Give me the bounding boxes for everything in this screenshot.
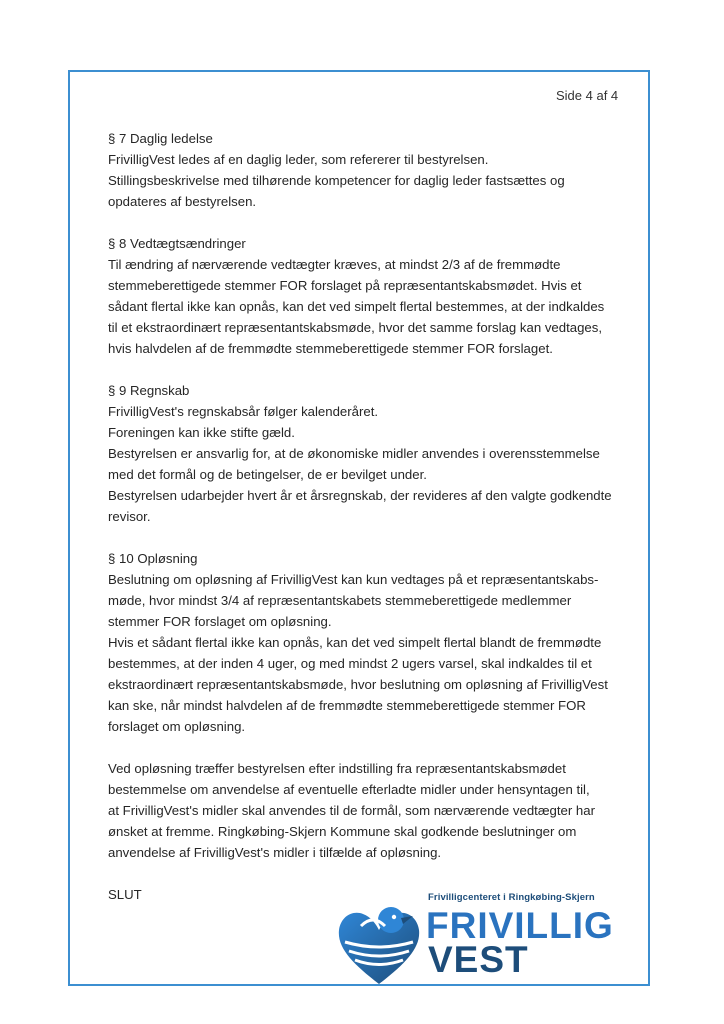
page-number: Side 4 af 4 xyxy=(556,88,619,103)
section-spacer xyxy=(108,737,628,758)
section-spacer xyxy=(108,212,628,233)
body-text-line: hvis halvdelen af de fremmødte stemmeberettigede stemmer FOR forslaget. xyxy=(108,341,553,356)
body-text-line: Ved opløsning træffer bestyrelsen efter indstilling fra repræsentantskabsmødet xyxy=(108,761,566,776)
section-spacer xyxy=(108,863,628,884)
body-text-line: SLUT xyxy=(108,887,142,902)
body-text-line: ekstraordinært repræsentantskabsmøde, hvor beslutning om opløsning af FrivilligVest xyxy=(108,677,608,692)
body-text-line: FrivilligVest's regnskabsår følger kalenderåret. xyxy=(108,404,379,419)
body-text-line: kan ske, når mindst halvdelen af de fremmødte stemmeberettigede stemmer FOR xyxy=(108,698,586,713)
body-text-line: stemmer FOR forslaget om opløsning. xyxy=(108,614,332,629)
body-text-line: Bestyrelsen udarbejder hvert år et årsregnskab, der revideres af den valgte godkendte xyxy=(108,488,612,503)
section-heading: § 10 Opløsning xyxy=(108,551,198,566)
body-text-line: anvendelse af FrivilligVest's midler i tilfælde af opløsning. xyxy=(108,845,442,860)
logo-word-frivillig: FRIVILLIG xyxy=(426,905,614,946)
section-spacer xyxy=(108,527,628,548)
bird-heart-icon xyxy=(333,896,425,988)
body-text-line: revisor. xyxy=(108,509,151,524)
body-text-line: Stillingsbeskrivelse med tilhørende kompetencer for daglig leder fastsættes og xyxy=(108,173,565,188)
section-heading: § 9 Regnskab xyxy=(108,383,190,398)
section xyxy=(108,128,628,212)
logo-word-vest: VEST xyxy=(428,939,529,980)
body-text-line: Foreningen kan ikke stifte gæld. xyxy=(108,425,295,440)
body-text-line: bestemmelse om anvendelse af eventuelle efterladte midler under hensyntagen til, xyxy=(108,782,590,797)
section xyxy=(108,233,628,359)
body-text-line: forslaget om opløsning. xyxy=(108,719,246,734)
body-text-line: møde, hvor mindst 3/4 af repræsentantskabets stemmeberettigede medlemmer xyxy=(108,593,572,608)
section xyxy=(108,380,628,527)
body-text-line: til et ekstraordinært repræsentantskabsmøde, hvor det samme forslag kan vedtages, xyxy=(108,320,603,335)
frivilligvest-logo xyxy=(333,888,633,988)
body-text-line: sådant flertal ikke kan opnås, kan det ved simpelt flertal bestemmes, at der indkaldes xyxy=(108,299,605,314)
body-text-line: FrivilligVest ledes af en daglig leder, som refererer til bestyrelsen. xyxy=(108,152,489,167)
body-text-line: bestemmes, at der inden 4 uger, og med mindst 2 ugers varsel, skal indkaldes til et xyxy=(108,656,592,671)
body-text-line: med det formål og de betingelser, de er bevilget under. xyxy=(108,467,427,482)
section-spacer xyxy=(108,359,628,380)
document-body xyxy=(108,128,628,905)
body-text-line: Hvis et sådant flertal ikke kan opnås, kan det ved simpelt flertal blandt de fremmødte xyxy=(108,635,602,650)
logo-subtitle: Frivilligcenteret i Ringkøbing-Skjern xyxy=(428,892,595,903)
body-text-line: Beslutning om opløsning af FrivilligVest kan kun vedtages på et repræsentantskabs- xyxy=(108,572,599,587)
section-heading: § 7 Daglig ledelse xyxy=(108,131,213,146)
section-heading: § 8 Vedtægtsændringer xyxy=(108,236,246,251)
section xyxy=(108,758,628,863)
body-text-line: Til ændring af nærværende vedtægter kræves, at mindst 2/3 af de fremmødte xyxy=(108,257,561,272)
body-text-line: ønsket at fremme. Ringkøbing-Skjern Kommune skal godkende beslutninger om xyxy=(108,824,577,839)
body-text-line: at FrivilligVest's midler skal anvendes til de formål, som nærværende vedtægter har xyxy=(108,803,595,818)
section xyxy=(108,548,628,737)
body-text-line: opdateres af bestyrelsen. xyxy=(108,194,257,209)
body-text-line: Bestyrelsen er ansvarlig for, at de økonomiske midler anvendes i overensstemmelse xyxy=(108,446,600,461)
body-text-line: stemmeberettigede stemmer FOR forslaget på repræsentantskabsmødet. Hvis et xyxy=(108,278,582,293)
